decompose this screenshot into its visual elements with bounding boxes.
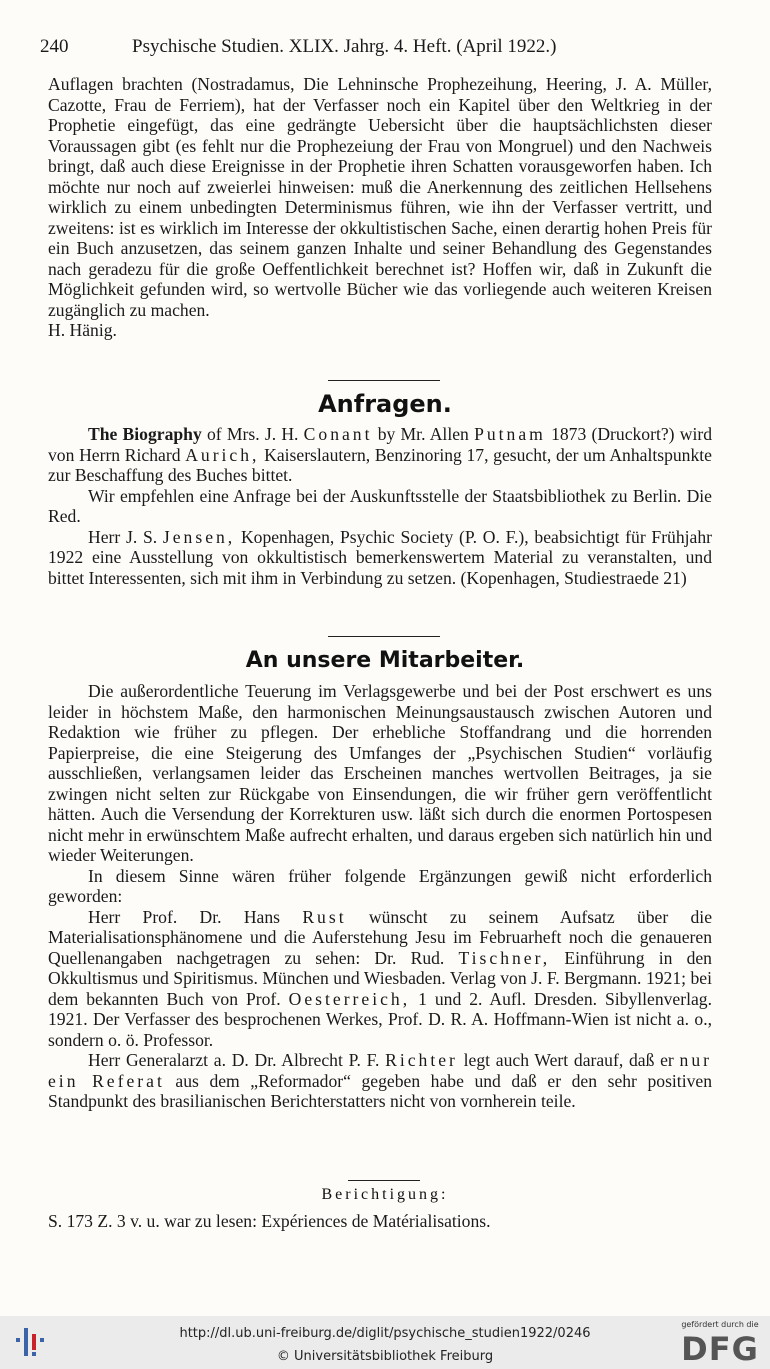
berichtigung-section: [48, 1211, 712, 1232]
anfragen-heading: Anfragen.: [318, 390, 452, 418]
section-divider: [328, 636, 440, 637]
copyright-text: © Universitätsbibliothek Freiburg: [276, 1349, 494, 1364]
page-number: 240: [40, 36, 69, 57]
dfg-logo-text: DFG: [681, 1330, 759, 1368]
anfrage-biography-lead: The Biography: [88, 424, 202, 444]
mitarbeiter-para-4: Herr Generalarzt a. D. Dr. Albrecht P. F. Richter legt auch Wert darauf, daß er nur ein Referat aus dem „Reformador“ gegeben habe und daß er den sehr positiven Standpunkt des brasilianischen Berichterstatters nicht von vornherein teile.: [48, 1050, 712, 1111]
review-section: [48, 74, 712, 341]
section-divider: [328, 380, 440, 381]
section-divider: [348, 1180, 420, 1181]
anfrage-redaktion-note: Wir empfehlen eine Anfrage bei der Auskunftsstelle der Staatsbibliothek zu Berlin. Die Red.: [48, 485, 712, 526]
viewer-footer: [0, 1316, 770, 1369]
running-title: Psychische Studien. XLIX. Jahrg. 4. Heft. (April 1922.): [132, 36, 557, 57]
document-url-link[interactable]: http://dl.ub.uni-freiburg.de/diglit/psychische_studien1922/0246: [179, 1326, 591, 1341]
mitarbeiter-section: [48, 681, 712, 1112]
review-signature: H. Hänig.: [48, 320, 117, 340]
page-header: [40, 36, 716, 66]
anfragen-section: [48, 424, 712, 588]
dfg-logo: [678, 1320, 762, 1366]
dfg-tagline: gefördert durch die: [681, 1320, 759, 1329]
anfrage-jensen: Herr J. S. Jensen, Kopenhagen, Psychic Society (P. O. F.), beabsichtigt für Frühjahr 1922 eine Ausstellung von okkultistisch bemerkenswertem Material zu veranstalten, und bittet Interessenten, sich mit ihm in Verbindung zu setzen. (Kopenhagen, Studiestraede 21): [48, 526, 712, 588]
mitarbeiter-para-3: Herr Prof. Dr. Hans Rust wünscht zu seinem Aufsatz über die Materialisationsphänomene und die Auferstehung Jesu im Februarheft noch die genaueren Quellenangaben nachgetragen zu sehen: Dr. Rud. Tischner, Einführung in den Okkultismus und Spiritismus. München und Wiesbaden. Verlag von J. F. Bergmann. 1921; bei dem bekannten Buch von Prof. Oesterreich, 1 und 2. Aufl. Dresden. Sibyllenverlag. 1921. Der Verfasser des besprochenen Werkes, Prof. D. R. A. Hoffmann-Wien ist nicht a. o., sondern o. ö. Professor.: [48, 906, 713, 1050]
mitarbeiter-heading: An unsere Mitarbeiter.: [245, 648, 525, 673]
berichtigung-text: S. 173 Z. 3 v. u. war zu lesen: Expériences de Matérialisations.: [48, 1211, 491, 1231]
review-text: Auflagen brachten (Nostradamus, Die Lehninsche Prophezeihung, Heering, J. A. Müller, Cazotte, Frau de Ferriem), hat der Verfasser noch ein Kapitel über den Weltkrieg in der Prophetie eingefügt, das eine gedrängte Uebersicht über die hauptsächlichsten dieser Voraussagen gibt (es fehlt nur die Prophezeiung der Frau von Mongruel) und den Nachweis bringt, daß auch diese Ereignisse in der Prophetie ihren Schatten vorausgeworfen haben. Ich möchte nur noch auf zweierlei hinweisen: muß die Anerkennung des zeitlichen Hellsehens wirklich zu einem unbedingten Determinismus führen, wie ihn der Verfasser vertritt, und zweitens: ist es wirklich im Interesse der okkultistischen Sache, einen derartig hohen Preis für ein Buch anzusetzen, das seinem ganzen Inhalte und seiner Behandlung des Gegenstandes nach geradezu für die große Oeffentlichkeit berechnet ist? Hoffen wir, daß in Zukunft die Möglichkeit gefunden wird, so wertvolle Bücher wie das vorliegende auch weiteren Kreisen zugänglich zu machen.: [48, 74, 712, 320]
mitarbeiter-para-2: In diesem Sinne wären früher folgende Ergänzungen gewiß nicht erforderlich geworden:: [48, 865, 712, 906]
berichtigung-heading: Berichtigung:: [321, 1186, 449, 1203]
anfrage-biography: The Biography of Mrs. J. H. Conant by Mr. Allen Putnam 1873 (Druckort?) wird von Herrn Richard Aurich, Kaiserslautern, Benzinoring 17, gesucht, der um Anhaltspunkte zur Beschaffung des Buches bittet.: [48, 424, 712, 485]
mitarbeiter-para-1: Die außerordentliche Teuerung im Verlagsgewerbe und bei der Post erschwert es uns leider in höchstem Maße, den harmonischen Meinungsaustausch zwischen Autoren und Redaktion wie früher zu pflegen. Der erhebliche Stoffandrang und die horrenden Papierpreise, die eine Steigerung des Umfanges der „Psychischen Studien“ vorläufig ausschließen, verlangsamen leider das Erscheinen manches wertvollen Beitrages, ja sie zwingen nicht selten zur Rückgabe von Einsendungen, die wir früher gern veröffentlicht hätten. Auch die Versendung der Korrekturen usw. läßt sich durch die enormen Portospesen nicht mehr in erwünschtem Maße aufrecht erhalten, und daraus ergeben sich natürlich hin und wieder Weiterungen.: [48, 681, 712, 865]
